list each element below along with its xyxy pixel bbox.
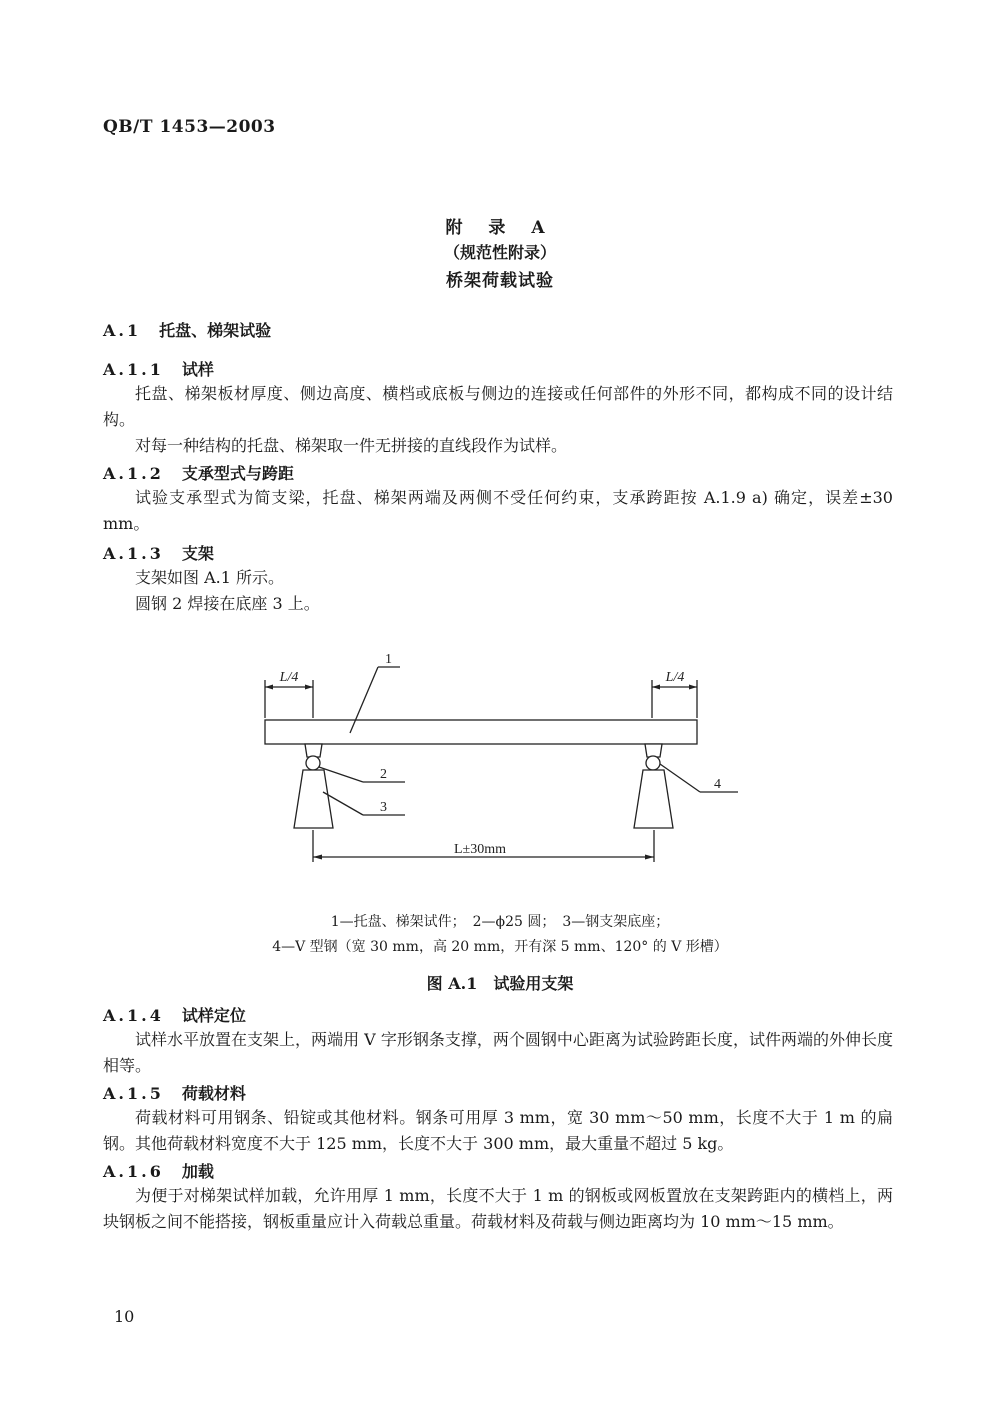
section-a12-heading: [103, 461, 294, 484]
section-a13-heading: [103, 541, 214, 564]
section-a16-paragraph-1: 为便于对梯架试样加载，允许用厚 1 mm，长度不大于 1 m 的钢板或网板置放在支架跨距内的横档上，两块钢板之间不能搭接，钢板重量应计入荷载总重量。荷载材料及荷载与侧边距离均为 10 mm～15 mm。: [103, 1186, 893, 1231]
section-number: A.1.3: [103, 544, 164, 563]
section-a15-heading: [103, 1081, 246, 1104]
section-title: 加载: [181, 1162, 214, 1181]
section-a11-heading: [103, 357, 214, 380]
section-number: A.1.5: [103, 1084, 164, 1103]
section-a13-paragraph-1: 支架如图 A.1 所示。: [135, 568, 284, 587]
section-number: A.1.4: [103, 1006, 164, 1025]
round-bar-right: [646, 756, 660, 770]
round-bar-left: [306, 756, 320, 770]
section-a14-heading: [103, 1003, 246, 1026]
appendix-subtitle: （规范性附录）: [443, 243, 556, 262]
section-number: A.1.1: [103, 360, 164, 379]
section-title: 托盘、梯架试验: [159, 321, 272, 340]
arrowhead: [645, 855, 654, 860]
support-base-left: [294, 770, 333, 828]
arrowhead: [652, 685, 660, 690]
section-title: 试样: [181, 360, 214, 379]
arrowhead: [313, 855, 322, 860]
arrowhead: [305, 685, 313, 690]
section-a14-paragraph-1: 试样水平放置在支架上，两端用 V 字形钢条支撑，两个圆钢中心距离为试验跨距长度，试件两端的外伸长度相等。: [103, 1030, 893, 1075]
page-number: 10: [114, 1307, 135, 1326]
callout-3: 3: [380, 800, 387, 815]
callout-2: 2: [380, 767, 387, 782]
section-title: 试样定位: [181, 1006, 246, 1025]
section-a12-paragraph-1: 试验支承型式为简支梁，托盘、梯架两端及两侧不受任何约束，支承跨距按 A.1.9 a) 确定，误差±30 mm。: [103, 488, 893, 533]
appendix-name: 桥架荷载试验: [446, 271, 554, 291]
span-label: L±30mm: [453, 842, 507, 857]
standard-code: QB/T 1453—2003: [103, 117, 276, 137]
callout-1: 1: [385, 652, 392, 667]
section-a1-heading: [103, 318, 271, 341]
appendix-title: 附 录 A: [445, 218, 555, 238]
section-title: 支承型式与跨距: [181, 464, 294, 483]
section-number: A.1.6: [103, 1162, 164, 1181]
arrowhead: [689, 685, 697, 690]
section-a13-paragraph-2: 圆钢 2 焊接在底座 3 上。: [135, 594, 320, 613]
test-support-figure: [0, 640, 1000, 870]
tray-specimen-beam: [265, 720, 697, 744]
section-a11-paragraph-2: 对每一种结构的托盘、梯架取一件无拼接的直线段作为试样。: [135, 436, 568, 455]
section-title: 支架: [181, 544, 214, 563]
section-number: A.1: [103, 321, 142, 340]
section-a15-paragraph-1: 荷载材料可用钢条、铅锭或其他材料。钢条可用厚 3 mm，宽 30 mm～50 mm，长度不大于 1 m 的扁钢。其他荷载材料宽度不大于 125 mm，长度不大于 300 mm，最大重量不超过 5 kg。: [103, 1108, 893, 1153]
v-steel-left: [305, 744, 322, 757]
callout-4: 4: [714, 777, 721, 792]
figure-title: 图 A.1 试验用支架: [426, 974, 574, 993]
section-a16-heading: [103, 1159, 214, 1182]
section-a11-paragraph-1: 托盘、梯架板材厚度、侧边高度、横档或底板与侧边的连接或任何部件的外形不同，都构成不同的设计结构。: [103, 384, 893, 429]
section-number: A.1.2: [103, 464, 164, 483]
dimension-label-left: L/4: [279, 670, 299, 685]
dimension-label-right: L/4: [665, 670, 685, 685]
support-base-right: [634, 770, 673, 828]
figure-legend-line-1: 1—托盘、梯架试件； 2—ϕ25 圆； 3—钢支架底座；: [330, 914, 670, 930]
v-steel-right: [645, 744, 662, 757]
arrowhead: [265, 685, 273, 690]
section-title: 荷载材料: [181, 1084, 246, 1103]
figure-legend-line-2: 4—V 型钢（宽 30 mm，高 20 mm，开有深 5 mm、120° 的 V 形槽）: [272, 939, 728, 955]
